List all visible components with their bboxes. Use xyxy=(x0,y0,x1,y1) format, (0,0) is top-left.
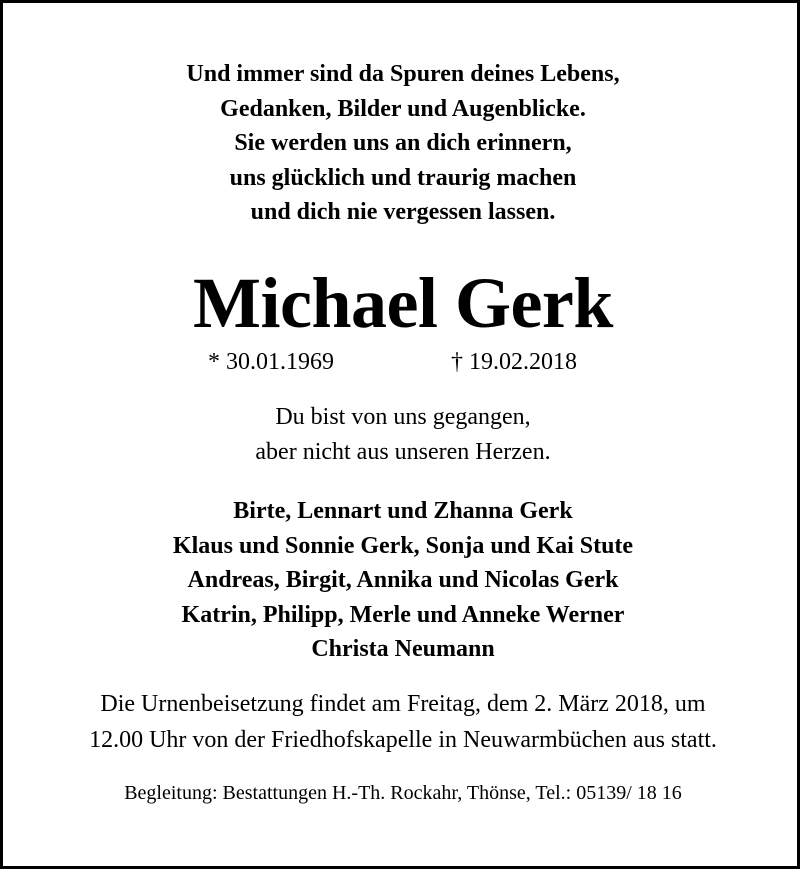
memorial-poem xyxy=(3,57,800,230)
deceased-name: Michael Gerk xyxy=(193,263,613,343)
quote-line: Du bist von uns gegangen, xyxy=(275,404,531,430)
mourner-line: Andreas, Birgit, Annika und Nicolas Gerk xyxy=(187,567,619,593)
poem-line: uns glücklich und traurig machen xyxy=(229,164,577,191)
notice-line: 12.00 Uhr von der Friedhofskapelle in Neuwarmbüchen aus statt. xyxy=(89,727,717,753)
quote-line: aber nicht aus unseren Herzen. xyxy=(255,439,551,465)
poem-line: Sie werden uns an dich erinnern, xyxy=(234,130,572,156)
funeral-director-footer: Begleitung: Bestattungen H.-Th. Rockahr, Thönse, Tel.: 05139/ 18 16 xyxy=(124,782,682,804)
mourner-line: Katrin, Philipp, Merle und Anneke Werner xyxy=(181,601,625,628)
mourners-list xyxy=(3,494,800,667)
mourner-line: Klaus und Sonnie Gerk, Sonja und Kai Stute xyxy=(172,532,634,559)
mourner-line: Christa Neumann xyxy=(311,636,495,662)
birth-date: * 30.01.1969 xyxy=(208,349,334,375)
poem-line: und dich nie vergessen lassen. xyxy=(250,199,556,225)
death-date: † 19.02.2018 xyxy=(451,349,577,375)
memorial-quote xyxy=(3,400,800,470)
funeral-notice xyxy=(3,686,800,758)
mourner-line: Birte, Lennart und Zhanna Gerk xyxy=(233,498,573,524)
poem-line: Gedanken, Bilder und Augenblicke. xyxy=(220,95,586,122)
notice-line: Die Urnenbeisetzung findet am Freitag, dem 2. März 2018, um xyxy=(100,691,706,717)
poem-line: Und immer sind da Spuren deines Lebens, xyxy=(186,61,620,87)
